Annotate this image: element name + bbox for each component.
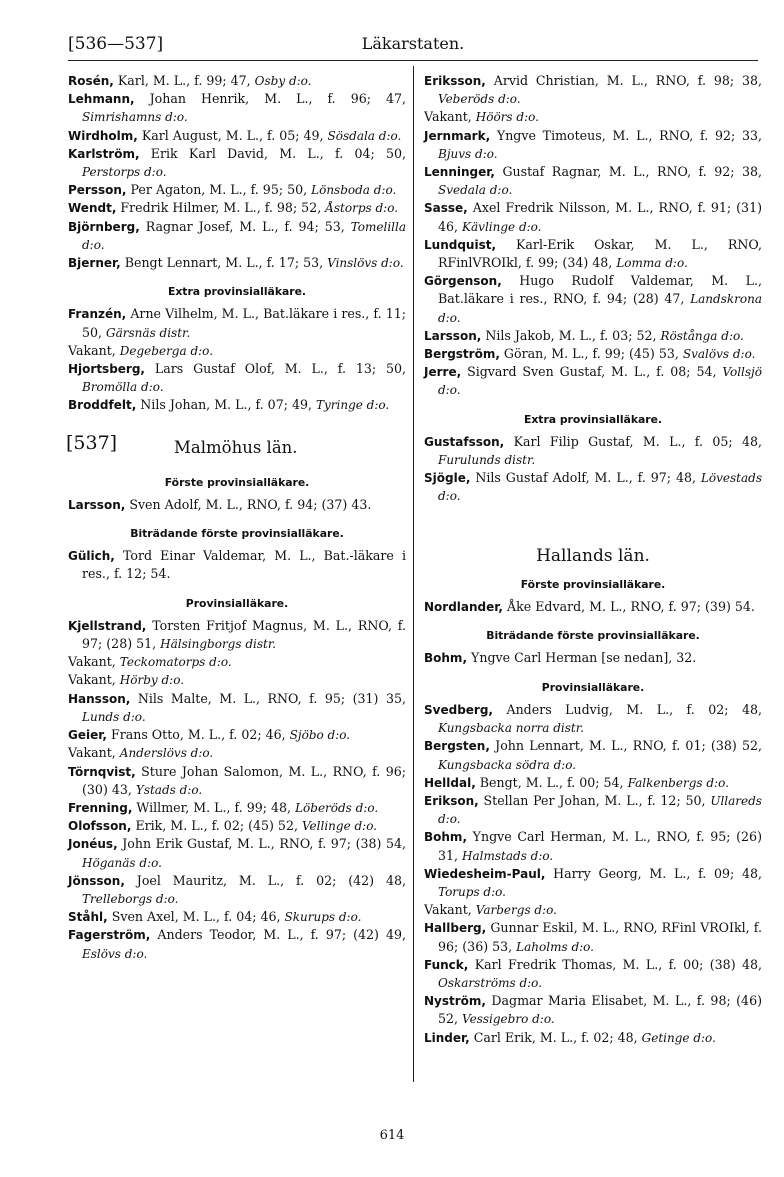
- entry-district: Vollsjö d:o.: [438, 365, 762, 398]
- register-entry: [68, 72, 406, 90]
- entry-list: [68, 72, 406, 272]
- register-entry: [424, 199, 762, 235]
- entry-district: Lönsboda d:o.: [311, 183, 397, 198]
- entry-details: Sigvard Sven Gustaf, M. L., f. 08; 54,: [467, 364, 717, 380]
- entry-district: Bromölla d:o.: [82, 380, 164, 395]
- entry-details: Torsten Fritjof Magnus, M. L., RNO, f. 97; (28) 51,: [82, 617, 406, 652]
- entry-name: Gustafsson,: [424, 434, 505, 449]
- entry-district: Halmstads d:o.: [462, 848, 554, 863]
- entry-name: Bergström,: [424, 347, 500, 362]
- page-header: [68, 34, 758, 61]
- entry-district: Teckomatorps d:o.: [119, 655, 232, 670]
- entry-district: Bjuvs d:o.: [438, 146, 498, 161]
- entry-details: John Erik Gustaf, M. L., RNO, f. 97; (38) 54,: [122, 836, 406, 852]
- entry-details: Fredrik Hilmer, M. L., f. 98; 52,: [120, 200, 322, 216]
- entry-district: Falkenbergs d:o.: [627, 775, 729, 790]
- entry-name: Broddfelt,: [68, 398, 137, 413]
- register-entry: [424, 272, 762, 327]
- entry-name: Eriksson,: [424, 74, 486, 88]
- entry-name: Wiedesheim-Paul,: [424, 866, 546, 881]
- register-entry: [424, 701, 762, 737]
- county-name: Malmöhus län.: [174, 437, 298, 457]
- right-column: [424, 72, 762, 1047]
- entry-details: Karl Filip Gustaf, M. L., f. 05; 48,: [513, 433, 762, 449]
- column-divider: [413, 66, 414, 1082]
- entry-list: [68, 617, 406, 963]
- entry-name: Hjortsberg,: [68, 362, 145, 377]
- entry-details: Johan Henrik, M. L., f. 96; 47,: [149, 91, 406, 107]
- left-column: [68, 72, 406, 963]
- entry-district: Lövestads d:o.: [438, 471, 762, 504]
- register-entry: [424, 649, 762, 667]
- entry-district: Svedala d:o.: [438, 183, 513, 198]
- entry-details: John Lennart, M. L., RNO, f. 01; (38) 52,: [495, 738, 762, 754]
- entry-name: Hallberg,: [424, 921, 487, 936]
- register-entry: [68, 127, 406, 145]
- entry-name: Jernmark,: [424, 128, 491, 143]
- entry-details: Anders Ludvig, M. L., f. 02; 48,: [506, 701, 762, 717]
- entry-district: Svalövs d:o.: [682, 347, 756, 362]
- section-heading: Biträdande förste provinsialläkare.: [130, 527, 344, 541]
- entry-district: Vinslövs d:o.: [327, 256, 404, 271]
- entry-district: Trelleborgs d:o.: [82, 891, 179, 906]
- entry-name: Karlström,: [68, 146, 140, 161]
- entry-name: Erikson,: [424, 793, 479, 808]
- entry-details: Vakant,: [68, 342, 116, 358]
- entry-name: Svedberg,: [424, 702, 493, 717]
- entry-name: Funck,: [424, 957, 469, 972]
- entry-district: Tomelilla d:o.: [82, 219, 406, 252]
- entry-details: Dagmar Maria Elisabet, M. L., f. 98; (46) 52,: [438, 993, 762, 1027]
- entry-name: Olofsson,: [68, 819, 132, 834]
- register-entry: [424, 737, 762, 773]
- entry-details: Gustaf Ragnar, M. L., RNO, f. 92; 38,: [502, 164, 762, 180]
- entry-details: Karl-Erik Oskar, M. L., RNO, RFinlVROIkl, f. 99; (34) 48,: [438, 236, 762, 271]
- entry-name: Törnqvist,: [68, 764, 136, 779]
- register-entry: [68, 763, 406, 799]
- entry-district: Degeberga d:o.: [119, 343, 214, 358]
- entry-name: Sjögle,: [424, 471, 471, 486]
- entry-district: Eslövs d:o.: [82, 946, 148, 961]
- entry-name: Larsson,: [68, 497, 126, 512]
- entry-details: Nils Malte, M. L., RNO, f. 95; (31) 35,: [137, 690, 406, 706]
- entry-details: Vakant,: [68, 745, 116, 761]
- entry-list: [424, 598, 762, 616]
- entry-district: Laholms d:o.: [516, 939, 594, 954]
- register-entry: [68, 396, 406, 414]
- register-entry: [68, 360, 406, 396]
- register-entry: [68, 908, 406, 926]
- entry-district: Ullareds d:o.: [438, 793, 762, 827]
- entry-name: Wendt,: [68, 201, 117, 216]
- register-entry: [424, 956, 762, 992]
- entry-name: Persson,: [68, 183, 127, 198]
- entry-name: Görgenson,: [424, 274, 502, 289]
- entry-details: Lars Gustaf Olof, M. L., f. 13; 50,: [154, 361, 406, 377]
- entry-name: Franzén,: [68, 307, 127, 322]
- entry-name: Lenninger,: [424, 165, 495, 180]
- register-entry: [68, 90, 406, 126]
- register-entry: [424, 363, 762, 399]
- county-name: Hallands län.: [536, 545, 650, 566]
- entry-details: Karl August, M. L., f. 05; 49,: [141, 127, 324, 143]
- entry-name: Geier,: [68, 728, 107, 743]
- entry-district: Torups d:o.: [438, 884, 506, 899]
- entry-details: Arvid Christian, M. L., RNO, f. 98; 38,: [493, 73, 762, 88]
- entry-details: Anders Teodor, M. L., f. 97; (42) 49,: [157, 927, 406, 943]
- register-entry: [424, 774, 762, 792]
- entry-name: Larsson,: [424, 328, 482, 343]
- entry-details: Bengt, M. L., f. 00; 54,: [479, 774, 624, 790]
- entry-district: Simrishamns d:o.: [82, 110, 188, 125]
- entry-district: Åstorps d:o.: [325, 201, 399, 216]
- register-entry: [68, 726, 406, 744]
- register-entry: [68, 744, 406, 762]
- entry-district: Vessigebro d:o.: [462, 1012, 555, 1027]
- register-entry: [68, 254, 406, 272]
- entry-name: Lehmann,: [68, 92, 135, 107]
- entry-details: Karl, M. L., f. 99; 47,: [117, 73, 251, 88]
- entry-name: Linder,: [424, 1030, 470, 1045]
- register-entry: [424, 327, 762, 345]
- page-number: 614: [379, 1128, 405, 1143]
- entry-details: Joel Mauritz, M. L., f. 02; (42) 48,: [136, 872, 406, 888]
- register-entry: [424, 72, 762, 108]
- entry-district: Anderslövs d:o.: [119, 746, 214, 761]
- register-entry: [68, 872, 406, 908]
- entry-details: Vakant,: [68, 672, 116, 688]
- register-entry: [68, 799, 406, 817]
- register-entry: [424, 469, 762, 505]
- entry-details: Göran, M. L., f. 99; (45) 53,: [503, 346, 679, 362]
- register-entry: [68, 305, 406, 341]
- entry-district: Kungsbacka södra d:o.: [438, 757, 577, 772]
- entry-list: [68, 547, 406, 583]
- entry-details: Bengt Lennart, M. L., f. 17; 53,: [124, 255, 324, 271]
- register-entry: [424, 345, 762, 363]
- entry-details: Vakant,: [424, 902, 472, 918]
- entry-details: Harry Georg, M. L., f. 09; 48,: [553, 865, 762, 881]
- register-entry: [424, 1029, 762, 1047]
- entry-name: Helldal,: [424, 775, 476, 790]
- entry-details: Erik Karl David, M. L., f. 04; 50,: [150, 145, 406, 161]
- entry-details: Sture Johan Salomon, M. L., RNO, f. 96; (30) 43,: [82, 763, 406, 797]
- entry-district: Kungsbacka norra distr.: [438, 721, 584, 736]
- entry-details: Sven Axel, M. L., f. 04; 46,: [111, 909, 281, 925]
- register-entry: [68, 690, 406, 726]
- entry-list: [424, 649, 762, 667]
- entry-district: Sjöbo d:o.: [289, 728, 351, 743]
- register-entry: [68, 617, 406, 653]
- entry-district: Löberöds d:o.: [295, 800, 379, 815]
- entry-name: Ståhl,: [68, 910, 108, 925]
- register-entry: [68, 496, 406, 514]
- entry-details: Karl Fredrik Thomas, M. L., f. 00; (38) 48,: [474, 956, 762, 972]
- entry-district: Hälsingborgs distr.: [160, 637, 277, 652]
- entry-district: Gärsnäs distr.: [106, 325, 191, 340]
- register-entry: [424, 236, 762, 272]
- entry-district: Osby d:o.: [254, 74, 312, 88]
- entry-details: Arne Vilhelm, M. L., Bat.läkare i res., f. 11; 50,: [82, 306, 406, 340]
- section-heading: Förste provinsialläkare.: [164, 475, 310, 489]
- entry-name: Rosén,: [68, 74, 114, 88]
- entry-details: Nils Jakob, M. L., f. 03; 52,: [485, 327, 657, 343]
- register-entry: [68, 218, 406, 254]
- entry-list: [424, 433, 762, 506]
- entry-name: Fagerström,: [68, 928, 151, 943]
- running-title: Läkarstaten.: [361, 34, 465, 53]
- entry-details: Ragnar Josef, M. L., f. 94; 53,: [145, 218, 345, 234]
- entry-name: Bergsten,: [424, 739, 490, 754]
- entry-name: Gülich,: [68, 549, 115, 564]
- county-title: [68, 433, 406, 463]
- section-heading: Extra provinsialläkare.: [523, 412, 663, 426]
- entry-district: Kävlinge d:o.: [462, 219, 542, 234]
- entry-district: Höganäs d:o.: [82, 855, 162, 870]
- entry-name: Bjerner,: [68, 256, 121, 271]
- register-entry: [424, 108, 762, 126]
- county-number: [537]: [66, 431, 118, 454]
- entry-name: Jonéus,: [68, 837, 118, 852]
- entry-district: Furulunds distr.: [438, 453, 536, 468]
- entry-details: Willmer, M. L., f. 99; 48,: [136, 799, 292, 815]
- entry-district: Perstorps d:o.: [82, 165, 167, 180]
- register-entry: [424, 992, 762, 1028]
- entry-district: Ystads d:o.: [135, 782, 203, 797]
- entry-details: Vakant,: [424, 109, 472, 125]
- entry-district: Lomma d:o.: [616, 256, 688, 271]
- entry-list: [68, 496, 406, 514]
- entry-details: Yngve Carl Herman [se nedan], 32.: [471, 650, 697, 666]
- register-entry: [424, 433, 762, 469]
- entry-district: Varbergs d:o.: [475, 903, 557, 918]
- entry-district: Vellinge d:o.: [301, 819, 378, 834]
- section-heading: Extra provinsialläkare.: [167, 285, 307, 299]
- section-heading: Provinsialläkare.: [185, 596, 289, 610]
- register-entry: [68, 817, 406, 835]
- entry-details: Åke Edvard, M. L., RNO, f. 97; (39) 54.: [507, 599, 755, 615]
- entry-district: Höörs d:o.: [475, 110, 539, 125]
- entry-name: Bohm,: [424, 651, 467, 666]
- entry-details: Sven Adolf, M. L., RNO, f. 94; (37) 43.: [129, 496, 372, 512]
- entry-details: Yngve Carl Herman, M. L., RNO, f. 95; (26) 31,: [438, 829, 762, 863]
- entry-details: Per Agaton, M. L., f. 95; 50,: [130, 182, 308, 198]
- entry-name: Jerre,: [424, 365, 462, 380]
- entry-district: Hörby d:o.: [119, 673, 185, 688]
- entry-name: Nyström,: [424, 994, 486, 1009]
- entry-district: Skurups d:o.: [284, 910, 362, 925]
- entry-name: Lundquist,: [424, 237, 497, 252]
- section-heading: Provinsialläkare.: [541, 680, 645, 694]
- entry-details: Yngve Timoteus, M. L., RNO, f. 92; 33,: [496, 127, 762, 143]
- register-entry: [68, 342, 406, 360]
- entry-details: Frans Otto, M. L., f. 02; 46,: [110, 727, 286, 743]
- entry-district: Lunds d:o.: [82, 709, 146, 724]
- entry-details: Stellan Per Johan, M. L., f. 12; 50,: [483, 792, 706, 808]
- entry-list: [424, 72, 762, 400]
- entry-list: [68, 305, 406, 414]
- register-entry: [424, 865, 762, 901]
- entry-district: Landskrona d:o.: [438, 292, 762, 325]
- entry-list: [424, 701, 762, 1047]
- entry-name: Hansson,: [68, 691, 131, 706]
- register-entry: [68, 145, 406, 181]
- entry-district: Tyringe d:o.: [316, 398, 390, 413]
- register-entry: [424, 598, 762, 616]
- register-entry: [424, 127, 762, 163]
- entry-district: Getinge d:o.: [641, 1030, 716, 1045]
- entry-name: Bohm,: [424, 830, 467, 845]
- entry-name: Björnberg,: [68, 219, 140, 234]
- register-entry: [68, 835, 406, 871]
- entry-details: Axel Fredrik Nilsson, M. L., RNO, f. 91; (31) 46,: [438, 200, 762, 234]
- entry-district: Oskarströms d:o.: [438, 975, 543, 990]
- entry-details: Tord Einar Valdemar, M. L., Bat.-läkare i res., f. 12; 54.: [82, 548, 406, 582]
- entry-district: Röstånga d:o.: [660, 328, 744, 343]
- entry-details: Gunnar Eskil, M. L., RNO, RFinl VROIkl, f. 96; (36) 53,: [438, 920, 762, 954]
- entry-name: Kjellstrand,: [68, 618, 147, 633]
- register-entry: [424, 792, 762, 828]
- entry-name: Nordlander,: [424, 600, 503, 615]
- entry-name: Frenning,: [68, 800, 133, 815]
- register-entry: [68, 653, 406, 671]
- entry-details: Nils Johan, M. L., f. 07; 49,: [140, 397, 312, 413]
- entry-details: Carl Erik, M. L., f. 02; 48,: [473, 1029, 638, 1045]
- register-entry: [424, 919, 762, 955]
- register-entry: [68, 926, 406, 962]
- entry-district: Sösdala d:o.: [327, 128, 402, 143]
- register-entry: [68, 671, 406, 689]
- entry-details: Nils Gustaf Adolf, M. L., f. 97; 48,: [475, 470, 696, 486]
- section-heading: Biträdande förste provinsialläkare.: [486, 629, 700, 643]
- register-entry: [424, 828, 762, 864]
- section-heading: Förste provinsialläkare.: [520, 577, 666, 591]
- entry-name: Sasse,: [424, 201, 468, 216]
- register-entry: [68, 181, 406, 199]
- entry-details: Hugo Rudolf Valdemar, M. L., Bat.läkare i res., RNO, f. 94; (28) 47,: [438, 273, 762, 307]
- page-range: [536—537]: [68, 34, 164, 54]
- register-entry: [424, 163, 762, 199]
- entry-name: Wirdholm,: [68, 128, 138, 143]
- register-entry: [424, 901, 762, 919]
- entry-details: Vakant,: [68, 654, 116, 670]
- entry-name: Jönsson,: [68, 873, 125, 888]
- register-entry: [68, 547, 406, 583]
- entry-district: Veberöds d:o.: [438, 92, 521, 107]
- entry-details: Erik, M. L., f. 02; (45) 52,: [135, 818, 298, 834]
- register-entry: [68, 199, 406, 217]
